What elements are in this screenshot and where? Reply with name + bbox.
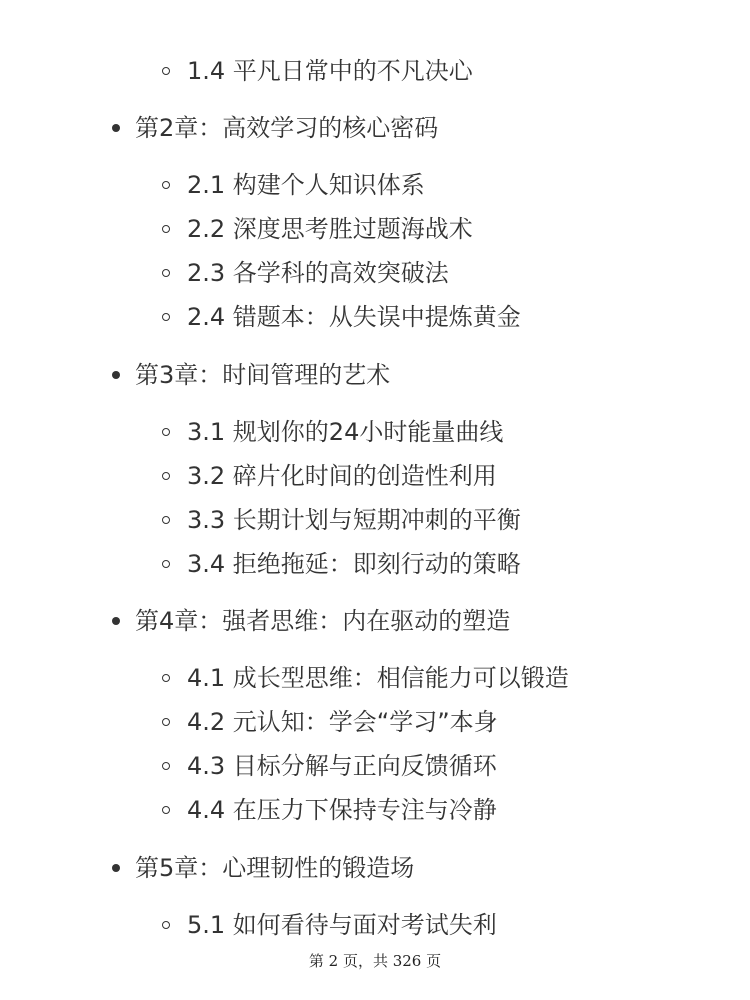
toc-chapter-5[interactable] <box>112 852 414 884</box>
solid-bullet-icon <box>112 617 120 625</box>
hollow-bullet-icon <box>162 313 170 321</box>
hollow-bullet-icon <box>162 516 170 524</box>
hollow-bullet-icon <box>162 718 170 726</box>
toc-section-label: 4.4 在压力下保持专注与冷静 <box>187 796 497 824</box>
toc-section-label: 3.1 规划你的24小时能量曲线 <box>187 418 504 446</box>
toc-section-3-4[interactable] <box>162 548 521 580</box>
toc-section-4-1[interactable] <box>162 662 569 694</box>
page-number-footer: 第 2 页，共 326 页 <box>308 952 442 970</box>
hollow-bullet-icon <box>162 921 170 929</box>
toc-chapter-2[interactable] <box>112 112 438 144</box>
hollow-bullet-icon <box>162 269 170 277</box>
toc-chapter-label: 第4章：强者思维：内在驱动的塑造 <box>135 607 511 635</box>
hollow-bullet-icon <box>162 67 170 75</box>
solid-bullet-icon <box>112 371 120 379</box>
toc-section-label: 4.3 目标分解与正向反馈循环 <box>187 752 497 780</box>
toc-section-4-4[interactable] <box>162 794 497 826</box>
toc-section-2-1[interactable] <box>162 169 425 201</box>
toc-chapter-label: 第5章：心理韧性的锻造场 <box>135 854 415 882</box>
hollow-bullet-icon <box>162 225 170 233</box>
toc-section-2-3[interactable] <box>162 257 449 289</box>
toc-section-label: 5.1 如何看待与面对考试失利 <box>187 911 497 939</box>
toc-section-1-4[interactable] <box>162 55 473 87</box>
toc-section-5-1[interactable] <box>162 909 497 941</box>
toc-section-2-4[interactable] <box>162 301 521 333</box>
toc-section-label: 3.4 拒绝拖延：即刻行动的策略 <box>187 550 521 578</box>
toc-section-label: 4.1 成长型思维：相信能力可以锻造 <box>187 664 569 692</box>
toc-section-4-3[interactable] <box>162 750 497 782</box>
hollow-bullet-icon <box>162 674 170 682</box>
hollow-bullet-icon <box>162 428 170 436</box>
solid-bullet-icon <box>112 124 120 132</box>
solid-bullet-icon <box>112 864 120 872</box>
toc-section-3-2[interactable] <box>162 460 497 492</box>
toc-section-4-2[interactable] <box>162 706 498 738</box>
toc-chapter-4[interactable] <box>112 605 510 637</box>
hollow-bullet-icon <box>162 472 170 480</box>
hollow-bullet-icon <box>162 806 170 814</box>
toc-section-label: 2.1 构建个人知识体系 <box>187 171 425 199</box>
toc-section-3-3[interactable] <box>162 504 521 536</box>
toc-section-label: 3.2 碎片化时间的创造性利用 <box>187 462 497 490</box>
hollow-bullet-icon <box>162 762 170 770</box>
toc-section-label: 4.2 元认知：学会“学习”本身 <box>187 708 498 736</box>
hollow-bullet-icon <box>162 181 170 189</box>
toc-section-label: 2.2 深度思考胜过题海战术 <box>187 215 473 243</box>
toc-section-label: 2.4 错题本：从失误中提炼黄金 <box>187 303 521 331</box>
toc-section-label: 3.3 长期计划与短期冲刺的平衡 <box>187 506 521 534</box>
toc-chapter-label: 第3章：时间管理的艺术 <box>135 361 391 389</box>
toc-section-2-2[interactable] <box>162 213 473 245</box>
toc-section-3-1[interactable] <box>162 416 503 448</box>
toc-section-label: 1.4 平凡日常中的不凡决心 <box>187 57 473 85</box>
toc-chapter-3[interactable] <box>112 359 390 391</box>
hollow-bullet-icon <box>162 560 170 568</box>
toc-section-label: 2.3 各学科的高效突破法 <box>187 259 449 287</box>
toc-chapter-label: 第2章：高效学习的核心密码 <box>135 114 439 142</box>
